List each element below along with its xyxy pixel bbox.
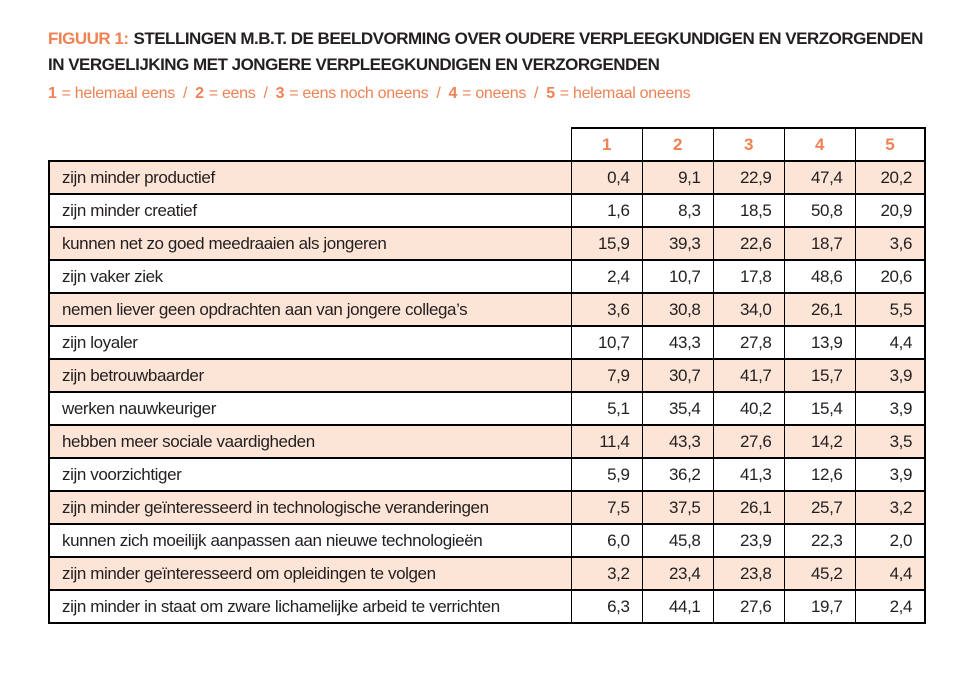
- legend-separator: /: [263, 85, 268, 102]
- cell-value: 22,6: [713, 227, 784, 260]
- cell-value: 10,7: [642, 260, 713, 293]
- row-label: zijn loyaler: [49, 326, 571, 359]
- cell-value: 35,4: [642, 392, 713, 425]
- cell-value: 20,6: [855, 260, 925, 293]
- table-body: [49, 161, 925, 623]
- cell-value: 2,4: [855, 590, 925, 623]
- legend-number: 2: [195, 85, 204, 102]
- cell-value: 22,3: [784, 524, 855, 557]
- table-row: [49, 326, 925, 359]
- cell-value: 14,2: [784, 425, 855, 458]
- cell-value: 41,3: [713, 458, 784, 491]
- figure-title-line2: IN VERGELIJKING MET JONGERE VERPLEEGKUNDIGEN EN VERZORGENDEN: [48, 55, 660, 74]
- row-label: zijn vaker ziek: [49, 260, 571, 293]
- cell-value: 5,5: [855, 293, 925, 326]
- row-label: kunnen zich moeilijk aanpassen aan nieuwe technologieën: [49, 524, 571, 557]
- cell-value: 9,1: [642, 161, 713, 194]
- cell-value: 8,3: [642, 194, 713, 227]
- cell-value: 15,7: [784, 359, 855, 392]
- cell-value: 3,6: [571, 293, 642, 326]
- cell-value: 7,9: [571, 359, 642, 392]
- cell-value: 4,4: [855, 557, 925, 590]
- cell-value: 6,3: [571, 590, 642, 623]
- cell-value: 43,3: [642, 425, 713, 458]
- cell-value: 4,4: [855, 326, 925, 359]
- cell-value: 5,9: [571, 458, 642, 491]
- column-header-4: 4: [784, 128, 855, 161]
- cell-value: 27,8: [713, 326, 784, 359]
- table-header-row: [49, 128, 925, 161]
- row-label: zijn minder in staat om zware lichamelijke arbeid te verrichten: [49, 590, 571, 623]
- cell-value: 43,3: [642, 326, 713, 359]
- cell-value: 5,1: [571, 392, 642, 425]
- table-row: [49, 590, 925, 623]
- cell-value: 23,8: [713, 557, 784, 590]
- table-row: [49, 524, 925, 557]
- figure-title-text-1: STELLINGEN M.B.T. DE BEELDVORMING OVER OUDERE VERPLEEGKUNDIGEN EN VERZORGENDEN: [133, 29, 923, 48]
- table-row: [49, 260, 925, 293]
- table-row: [49, 557, 925, 590]
- figure-title: [48, 26, 923, 78]
- cell-value: 3,9: [855, 458, 925, 491]
- column-header-1: 1: [571, 128, 642, 161]
- cell-value: 18,7: [784, 227, 855, 260]
- cell-value: 13,9: [784, 326, 855, 359]
- cell-value: 19,7: [784, 590, 855, 623]
- cell-value: 11,4: [571, 425, 642, 458]
- cell-value: 6,0: [571, 524, 642, 557]
- cell-value: 2,4: [571, 260, 642, 293]
- cell-value: 20,2: [855, 161, 925, 194]
- table-row: [49, 491, 925, 524]
- row-label: zijn minder geïnteresseerd in technologische veranderingen: [49, 491, 571, 524]
- cell-value: 3,2: [855, 491, 925, 524]
- cell-value: 48,6: [784, 260, 855, 293]
- legend-text: = helemaal oneens: [559, 85, 691, 102]
- cell-value: 3,2: [571, 557, 642, 590]
- cell-value: 3,9: [855, 359, 925, 392]
- table-row: [49, 458, 925, 491]
- cell-value: 7,5: [571, 491, 642, 524]
- legend-number: 3: [275, 85, 285, 102]
- cell-value: 47,4: [784, 161, 855, 194]
- row-label: zijn betrouwbaarder: [49, 359, 571, 392]
- legend-separator: /: [182, 85, 188, 102]
- cell-value: 25,7: [784, 491, 855, 524]
- cell-value: 40,2: [713, 392, 784, 425]
- cell-value: 15,9: [571, 227, 642, 260]
- cell-value: 10,7: [571, 326, 642, 359]
- cell-value: 41,7: [713, 359, 784, 392]
- cell-value: 12,6: [784, 458, 855, 491]
- cell-value: 1,6: [571, 194, 642, 227]
- cell-value: 50,8: [784, 194, 855, 227]
- cell-value: 36,2: [642, 458, 713, 491]
- cell-value: 27,6: [713, 425, 784, 458]
- cell-value: 15,4: [784, 392, 855, 425]
- row-label: kunnen net zo goed meedraaien als jongeren: [49, 227, 571, 260]
- cell-value: 0,4: [571, 161, 642, 194]
- figure-title-line1: [48, 26, 923, 52]
- statements-table: [48, 127, 926, 624]
- figure-legend: [48, 85, 690, 103]
- table-row: [49, 194, 925, 227]
- cell-value: 26,1: [713, 491, 784, 524]
- cell-value: 34,0: [713, 293, 784, 326]
- table-corner-spacer: [49, 128, 571, 161]
- cell-value: 39,3: [642, 227, 713, 260]
- table-row: [49, 227, 925, 260]
- cell-value: 30,7: [642, 359, 713, 392]
- cell-value: 30,8: [642, 293, 713, 326]
- cell-value: 44,1: [642, 590, 713, 623]
- row-label: zijn minder productief: [49, 161, 571, 194]
- legend-text: = eens: [208, 85, 256, 102]
- cell-value: 27,6: [713, 590, 784, 623]
- legend-text: = helemaal eens: [61, 85, 175, 102]
- column-header-3: 3: [713, 128, 784, 161]
- legend-separator: /: [436, 85, 441, 102]
- column-header-2: 2: [642, 128, 713, 161]
- cell-value: 17,8: [713, 260, 784, 293]
- cell-value: 2,0: [855, 524, 925, 557]
- legend-number: 4: [448, 85, 458, 102]
- cell-value: 45,8: [642, 524, 713, 557]
- cell-value: 45,2: [784, 557, 855, 590]
- row-label: zijn voorzichtiger: [49, 458, 571, 491]
- row-label: zijn minder geïnteresseerd om opleidingen te volgen: [49, 557, 571, 590]
- legend-text: = oneens: [462, 85, 527, 102]
- legend-number: 1: [48, 85, 57, 102]
- row-label: nemen liever geen opdrachten aan van jongere collega’s: [49, 293, 571, 326]
- row-label: werken nauwkeuriger: [49, 392, 571, 425]
- table-row: [49, 392, 925, 425]
- cell-value: 20,9: [855, 194, 925, 227]
- table-row: [49, 161, 925, 194]
- cell-value: 3,6: [855, 227, 925, 260]
- table-row: [49, 293, 925, 326]
- cell-value: 3,9: [855, 392, 925, 425]
- table-row: [49, 425, 925, 458]
- cell-value: 18,5: [713, 194, 784, 227]
- cell-value: 22,9: [713, 161, 784, 194]
- table-row: [49, 359, 925, 392]
- column-header-5: 5: [855, 128, 925, 161]
- cell-value: 37,5: [642, 491, 713, 524]
- figure-label: FIGUUR 1:: [48, 29, 129, 48]
- legend-text: = eens noch oneens: [289, 85, 429, 102]
- row-label: hebben meer sociale vaardigheden: [49, 425, 571, 458]
- cell-value: 23,4: [642, 557, 713, 590]
- cell-value: 3,5: [855, 425, 925, 458]
- cell-value: 23,9: [713, 524, 784, 557]
- cell-value: 26,1: [784, 293, 855, 326]
- legend-number: 5: [546, 85, 555, 102]
- legend-separator: /: [534, 85, 539, 102]
- row-label: zijn minder creatief: [49, 194, 571, 227]
